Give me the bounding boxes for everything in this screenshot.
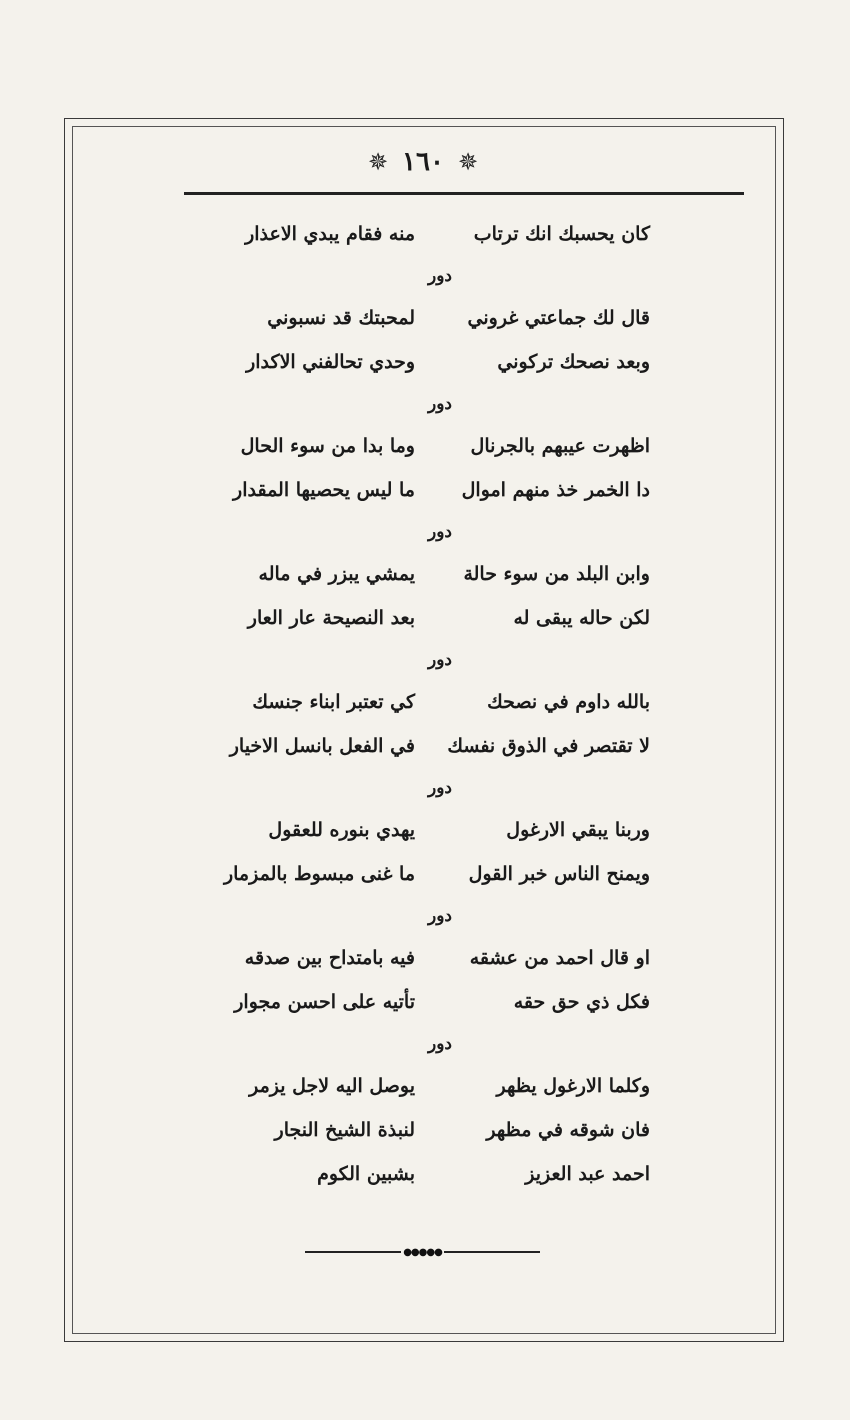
verse-hemistich-first: قال لك جماعتي غروني (467, 307, 650, 329)
verse-hemistich-first: فكل ذي حق حقه (513, 991, 650, 1013)
refrain-label: دور (428, 778, 452, 798)
verse-line (200, 340, 650, 384)
ornament-left-icon: ✵ (367, 148, 389, 176)
header-rule (184, 192, 744, 195)
verse-line (200, 680, 650, 724)
verse-hemistich-first: وابن البلد من سوء حالة (463, 563, 650, 585)
verse-hemistich-first: بالله داوم في نصحك (487, 691, 650, 713)
verse-line (200, 552, 650, 596)
verse-hemistich-first: لا تقتصر في الذوق نفسك (447, 735, 650, 757)
verse-hemistich-first: لكن حاله يبقى له (513, 607, 650, 629)
verse-hemistich-second: يوصل اليه لاجل يزمر (249, 1075, 415, 1097)
page-number: ١٦٠ (402, 147, 444, 177)
verse-hemistich-first: وبعد نصحك تركوني (497, 351, 650, 373)
verse-line (200, 296, 650, 340)
verse-hemistich-second: يمشي يبزر في ماله (258, 563, 415, 585)
refrain-label: دور (428, 522, 452, 542)
verse-hemistich-second: وما بدا من سوء الحال (240, 435, 415, 457)
verse-hemistich-first: وكلما الارغول يظهر (496, 1075, 650, 1097)
page-header (72, 140, 774, 184)
end-ornament-line (305, 1251, 401, 1253)
refrain-label: دور (428, 650, 452, 670)
end-ornament (305, 1246, 540, 1258)
verse-hemistich-first: وربنا يبقي الارغول (506, 819, 650, 841)
verse-line (200, 1108, 650, 1152)
refrain-label: دور (428, 906, 452, 926)
refrain-label: دور (428, 1034, 452, 1054)
verse-hemistich-second: ما ليس يحصيها المقدار (233, 479, 415, 501)
verse-hemistich-second: في الفعل بانسل الاخيار (229, 735, 415, 757)
verse-hemistich-first: اظهرت عيبهم بالجرنال (470, 435, 650, 457)
verse-hemistich-second: بعد النصيحة عار العار (247, 607, 415, 629)
verse-line (200, 808, 650, 852)
verse-line (200, 852, 650, 896)
verse-hemistich-first: كان يحسبك انك ترتاب (473, 223, 650, 245)
verse-hemistich-second: منه فقام يبدي الاعذار (245, 223, 415, 245)
verse-line (200, 1064, 650, 1108)
verse-hemistich-second: تأتيه على احسن مجوار (234, 991, 415, 1013)
end-ornament-line (444, 1251, 540, 1253)
verse-hemistich-second: بشبين الكوم (317, 1163, 415, 1185)
verse-hemistich-second: وحدي تحالفني الاكدار (246, 351, 415, 373)
verse-line (200, 980, 650, 1024)
verse-line (200, 212, 650, 256)
verse-line (200, 1152, 650, 1196)
verse-hemistich-second: يهدي بنوره للعقول (268, 819, 415, 841)
verse-line (200, 724, 650, 768)
verse-hemistich-second: لمحبتك قد نسبوني (267, 307, 415, 329)
verse-hemistich-first: احمد عبد العزيز (525, 1163, 650, 1185)
poem-body (200, 212, 650, 1196)
verse-hemistich-second: كي تعتبر ابناء جنسك (252, 691, 415, 713)
verse-hemistich-first: ويمنح الناس خبر القول (468, 863, 650, 885)
verse-line (200, 468, 650, 512)
verse-line (200, 424, 650, 468)
verse-hemistich-second: فيه بامتداح بين صدقه (244, 947, 415, 969)
verse-line (200, 596, 650, 640)
verse-hemistich-first: فان شوقه في مظهر (486, 1119, 650, 1141)
verse-hemistich-first: دا الخمر خذ منهم اموال (461, 479, 650, 501)
verse-line (200, 936, 650, 980)
end-ornament-dots: ●●●●● (403, 1246, 442, 1258)
verse-hemistich-second: ما غنى مبسوط بالمزمار (223, 863, 415, 885)
verse-hemistich-first: او قال احمد من عشقه (469, 947, 650, 969)
refrain-label: دور (428, 266, 452, 286)
verse-hemistich-second: لنبذة الشيخ النجار (274, 1119, 415, 1141)
ornament-right-icon: ✵ (457, 148, 479, 176)
refrain-label: دور (428, 394, 452, 414)
